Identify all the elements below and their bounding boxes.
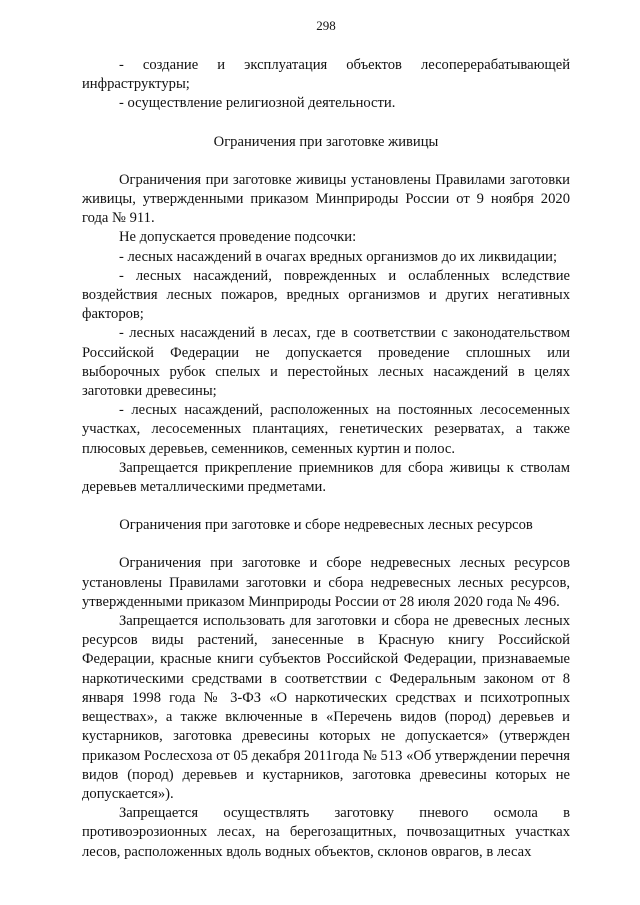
page-number: 298 [316,18,336,33]
paragraph: Не допускается проведение подсочки: [119,229,357,246]
document-page [82,18,570,862]
list-item: - лесных насаждений, расположенных на постоянных лесосеменных участках, лесосеменных плантациях, генетических резерватах, а также плюсовых деревьев, семенников, семенных куртин и полос. [82,402,570,457]
list-item: - лесных насаждений в лесах, где в соответствии с законодательством Российской Федерации не допускается проведение сплошных или выборочных рубок спелых и перестойных лесных насаждений в целях заготовки древесины; [82,325,570,400]
intro-item-2: - осуществление религиозной деятельности. [119,95,396,112]
paragraph: Запрещается осуществлять заготовку пневого осмола в противоэрозионных лесах, на берегозащитных, почвозащитных участках лесов, расположенных вдоль водных объектов, склонов оврагов, в лесах [82,805,570,860]
list-item: - лесных насаждений, поврежденных и ослабленных вследствие воздействия лесных пожаров, вредных организмов и других негативных факторов; [82,267,570,323]
paragraph: Ограничения при заготовке живицы установлены Правилами заготовки живицы, утвержденными приказом Минприроды России от 9 ноября 2020 года № 911. [82,171,570,227]
paragraph: Запрещается использовать для заготовки и сбора не древесных лесных ресурсов виды растений, занесенные в Красную книгу Российской Федерации, красные книги субъектов Российской Федерации, признаваемые наркотическими средствами в соответствии с Федеральным законом от 8 января 1998 года № 3-ФЗ «О наркотических средствах и психотропных веществах», а также включенные в «Перечень видов (пород) деревьев и кустарников, заготовка древесины которых не допускается» (утвержден приказом Рослесхоза от 05 декабря 2011года № 513 «Об утверждении перечня видов (пород) деревьев и кустарников, заготовка древесины которых не допускается»). [82,613,570,802]
intro-item-1: - создание и эксплуатация объектов лесоперерабатывающей инфраструктуры; [82,57,570,93]
list-item: - лесных насаждений в очагах вредных организмов до их ликвидации; [119,248,557,265]
paragraph: Запрещается прикрепление приемников для сбора живицы к стволам деревьев металлическими предметами. [82,459,570,496]
section-heading-non-timber: Ограничения при заготовке и сборе недревесных лесных ресурсов [119,517,533,534]
section-heading-resin: Ограничения при заготовке живицы [213,133,439,150]
paragraph: Ограничения при заготовке и сборе недревесных лесных ресурсов установлены Правилами заготовки и сбора недревесных лесных ресурсов, утвержденными приказом Минприроды России от 28 июля 2020 года № 496. [82,555,570,610]
